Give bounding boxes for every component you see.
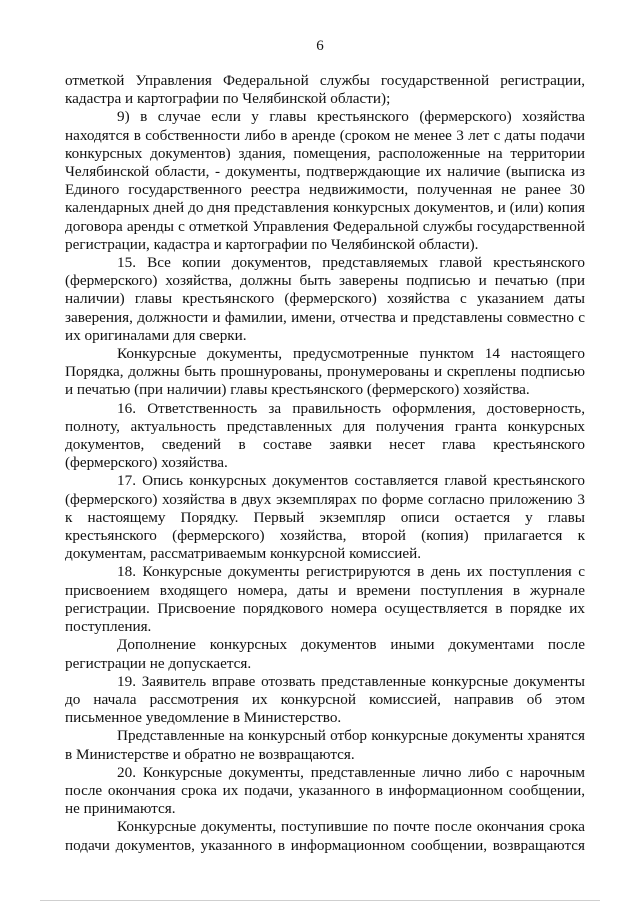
paragraph-20-postal: Конкурсные документы, поступившие по почте после окончания срока подачи документов, указанного в информационном сообщении, возвращаются bbox=[65, 818, 585, 854]
paragraph-15: 15. Все копии документов, представляемых главой крестьянского (фермерского) хозяйства, должны быть заверены подписью и печатью (при наличии) главы крестьянского (фермерского) хозяйства с указанием даты заверения, должности и фамилии, имени, отчества и представлены совместно с их оригиналами для сверки. bbox=[65, 254, 585, 344]
paragraph-item-9: 9) в случае если у главы крестьянского (фермерского) хозяйства находятся в собственности либо в аренде (сроком не менее 3 лет с даты подачи конкурсных документов) здания, помещения, расположенные на территории Челябинской области, - документы, подтверждающие их наличие (выписка из Единого государственного реестра недвижимости, полученная не ранее 30 календарных дней до дня представления конкурсных документов, и (или) копия договора аренды с отметкой Управления Федеральной службы государственной регистрации, кадастра и картографии по Челябинской области). bbox=[65, 108, 585, 253]
paragraph-20: 20. Конкурсные документы, представленные лично либо с нарочным после окончания срока их подачи, указанного в информационном сообщении, не принимаются. bbox=[65, 763, 585, 818]
page-number: 6 bbox=[316, 38, 324, 54]
document-body bbox=[65, 72, 585, 855]
paragraph-16: 16. Ответственность за правильность оформления, достоверность, полноту, актуальность представленных для получения гранта конкурсных документов, сведений в составе заявки несет глава крестьянского (фермерского) хозяйства. bbox=[65, 399, 585, 472]
paragraph-15-documents-binding: Конкурсные документы, предусмотренные пунктом 14 настоящего Порядка, должны быть прошнурованы, пронумерованы и скреплены подписью и печатью (при наличии) главы крестьянского (фермерского) хозяйства. bbox=[65, 345, 585, 399]
paragraph-continuation: отметкой Управления Федеральной службы государственной регистрации, кадастра и картографии по Челябинской области); bbox=[65, 72, 585, 108]
paragraph-17: 17. Опись конкурсных документов составляется главой крестьянского (фермерского) хозяйства в двух экземплярах по форме согласно приложению 3 к настоящему Порядку. Первый экземпляр описи остается у главы крестьянского (фермерского) хозяйства, второй (копия) прилагается к документам, рассматриваемым конкурсной комиссией. bbox=[65, 472, 585, 563]
paragraph-18: 18. Конкурсные документы регистрируются в день их поступления с присвоением входящего номера, даты и времени поступления в журнале регистрации. Присвоение порядкового номера осуществляется в порядке их поступления. bbox=[65, 563, 585, 636]
paragraph-19: 19. Заявитель вправе отозвать представленные конкурсные документы до начала рассмотрения их конкурсной комиссией, направив об этом письменное уведомление в Министерство. bbox=[65, 672, 585, 727]
paragraph-19-storage: Представленные на конкурсный отбор конкурсные документы хранятся в Министерстве и обратно не возвращаются. bbox=[65, 727, 585, 763]
page-bottom-edge bbox=[40, 900, 600, 901]
paragraph-18-supplement: Дополнение конкурсных документов иными документами после регистрации не допускается. bbox=[65, 636, 585, 672]
